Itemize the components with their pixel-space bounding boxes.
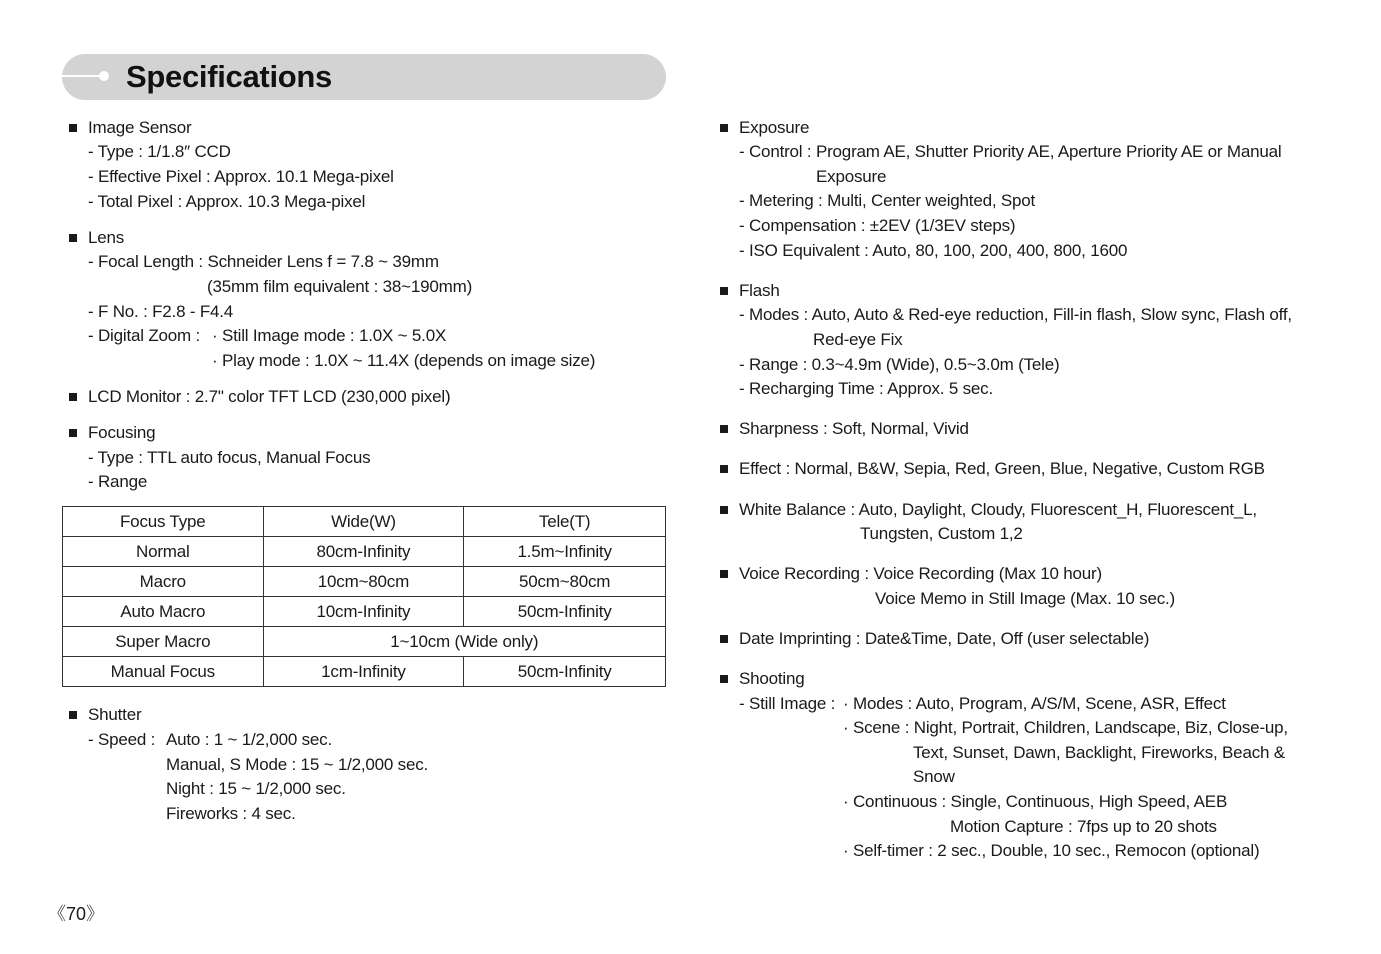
bullet-icon bbox=[69, 429, 77, 437]
bullet-icon bbox=[720, 124, 728, 132]
table-cell: 1.5m~Infinity bbox=[464, 537, 666, 567]
table-cell: Normal bbox=[63, 537, 264, 567]
shooting-scene: · Scene : Night, Portrait, Children, Landscape, Biz, Close-up, bbox=[843, 718, 1288, 737]
table-cell: 50cm-Infinity bbox=[464, 597, 666, 627]
table-cell: 10cm~80cm bbox=[263, 567, 464, 597]
flash-modes: - Modes : Auto, Auto & Red-eye reduction, Fill-in flash, Slow sync, Flash off, bbox=[739, 305, 1292, 324]
lcd-monitor: LCD Monitor : 2.7" color TFT LCD (230,000 pixel) bbox=[88, 387, 451, 406]
shooting-scene-cont: Text, Sunset, Dawn, Backlight, Fireworks, Beach & bbox=[913, 743, 1285, 762]
exposure-control: - Control : Program AE, Shutter Priority AE, Aperture Priority AE or Manual bbox=[739, 142, 1282, 161]
bullet-icon bbox=[69, 234, 77, 242]
title-line-decoration bbox=[62, 75, 102, 77]
table-cell: 80cm-Infinity bbox=[263, 537, 464, 567]
bullet-icon bbox=[720, 570, 728, 578]
flash-heading: Flash bbox=[739, 281, 780, 300]
shutter-night: Night : 15 ~ 1/2,000 sec. bbox=[166, 779, 346, 798]
flash-modes-cont: Red-eye Fix bbox=[813, 330, 903, 349]
focus-range-table bbox=[62, 506, 666, 687]
sharpness: Sharpness : Soft, Normal, Vivid bbox=[739, 419, 969, 438]
lens-focal-length: - Focal Length : Schneider Lens f = 7.8 ~ 39mm bbox=[88, 252, 439, 271]
white-balance-cont: Tungsten, Custom 1,2 bbox=[860, 524, 1023, 543]
lens-focal-equivalent: (35mm film equivalent : 38~190mm) bbox=[207, 277, 473, 296]
bullet-icon bbox=[720, 425, 728, 433]
lens-zoom-still: · Still Image mode : 1.0X ~ 5.0X bbox=[212, 326, 447, 345]
shutter-fireworks: Fireworks : 4 sec. bbox=[166, 804, 296, 823]
exposure-compensation: - Compensation : ±2EV (1/3EV steps) bbox=[739, 216, 1016, 235]
date-imprinting: Date Imprinting : Date&Time, Date, Off (user selectable) bbox=[739, 629, 1150, 648]
shutter-manual: Manual, S Mode : 15 ~ 1/2,000 sec. bbox=[166, 755, 429, 774]
shooting-scene-cont-2: Snow bbox=[913, 767, 955, 786]
voice-recording: Voice Recording : Voice Recording (Max 10 hour) bbox=[739, 564, 1102, 583]
bullet-icon bbox=[69, 393, 77, 401]
image-sensor-effective: - Effective Pixel : Approx. 10.1 Mega-pixel bbox=[88, 167, 394, 186]
bullet-icon bbox=[720, 506, 728, 514]
lens-heading: Lens bbox=[88, 228, 125, 247]
lens-digital-zoom-label: - Digital Zoom : bbox=[88, 326, 201, 345]
bullet-icon bbox=[69, 711, 77, 719]
table-cell: 1~10cm (Wide only) bbox=[263, 627, 665, 657]
image-sensor-type: - Type : 1/1.8″ CCD bbox=[88, 142, 231, 161]
shutter-heading: Shutter bbox=[88, 705, 142, 724]
table-row bbox=[63, 597, 666, 627]
table-header: Tele(T) bbox=[464, 507, 666, 537]
table-header: Focus Type bbox=[63, 507, 264, 537]
table-row bbox=[63, 627, 666, 657]
table-cell: Super Macro bbox=[63, 627, 264, 657]
flash-recharge: - Recharging Time : Approx. 5 sec. bbox=[739, 379, 993, 398]
shooting-heading: Shooting bbox=[739, 669, 805, 688]
page-title: Specifications bbox=[126, 59, 332, 94]
focusing-range: - Range bbox=[88, 472, 148, 491]
white-balance: White Balance : Auto, Daylight, Cloudy, Fluorescent_H, Fluorescent_L, bbox=[739, 500, 1257, 519]
shooting-still-label: - Still Image : bbox=[739, 694, 836, 713]
image-sensor-total: - Total Pixel : Approx. 10.3 Mega-pixel bbox=[88, 192, 366, 211]
table-header-row bbox=[63, 507, 666, 537]
lens-zoom-play: · Play mode : 1.0X ~ 11.4X (depends on image size) bbox=[212, 351, 596, 370]
flash-range: - Range : 0.3~4.9m (Wide), 0.5~3.0m (Tele) bbox=[739, 355, 1060, 374]
bullet-icon bbox=[720, 635, 728, 643]
table-cell: Macro bbox=[63, 567, 264, 597]
image-sensor-heading: Image Sensor bbox=[88, 118, 192, 137]
table-header: Wide(W) bbox=[263, 507, 464, 537]
table-cell: Auto Macro bbox=[63, 597, 264, 627]
table-row bbox=[63, 567, 666, 597]
exposure-iso: - ISO Equivalent : Auto, 80, 100, 200, 400, 800, 1600 bbox=[739, 241, 1128, 260]
bullet-icon bbox=[720, 675, 728, 683]
shooting-continuous: · Continuous : Single, Continuous, High Speed, AEB bbox=[843, 792, 1228, 811]
table-cell: 50cm~80cm bbox=[464, 567, 666, 597]
table-cell: 1cm-Infinity bbox=[263, 657, 464, 687]
table-row bbox=[63, 657, 666, 687]
voice-memo: Voice Memo in Still Image (Max. 10 sec.) bbox=[875, 589, 1176, 608]
table-cell: Manual Focus bbox=[63, 657, 264, 687]
title-dot-decoration bbox=[99, 71, 109, 81]
bullet-icon bbox=[69, 124, 77, 132]
exposure-control-cont: Exposure bbox=[816, 167, 887, 186]
exposure-heading: Exposure bbox=[739, 118, 810, 137]
shooting-self-timer: · Self-timer : 2 sec., Double, 10 sec., Remocon (optional) bbox=[843, 841, 1260, 860]
shutter-speed-label: - Speed : bbox=[88, 730, 156, 749]
bullet-icon bbox=[720, 287, 728, 295]
focusing-type: - Type : TTL auto focus, Manual Focus bbox=[88, 448, 371, 467]
table-cell: 10cm-Infinity bbox=[263, 597, 464, 627]
effect: Effect : Normal, B&W, Sepia, Red, Green, Blue, Negative, Custom RGB bbox=[739, 459, 1265, 478]
table-cell: 50cm-Infinity bbox=[464, 657, 666, 687]
lens-f-number: - F No. : F2.8 - F4.4 bbox=[88, 302, 234, 321]
table-row bbox=[63, 537, 666, 567]
bullet-icon bbox=[720, 465, 728, 473]
shutter-auto: Auto : 1 ~ 1/2,000 sec. bbox=[166, 730, 332, 749]
shooting-modes: · Modes : Auto, Program, A/S/M, Scene, ASR, Effect bbox=[843, 694, 1226, 713]
exposure-metering: - Metering : Multi, Center weighted, Spot bbox=[739, 191, 1036, 210]
page-number: 《70》 bbox=[48, 904, 105, 924]
shooting-motion-capture: Motion Capture : 7fps up to 20 shots bbox=[950, 817, 1217, 836]
focusing-heading: Focusing bbox=[88, 423, 156, 442]
